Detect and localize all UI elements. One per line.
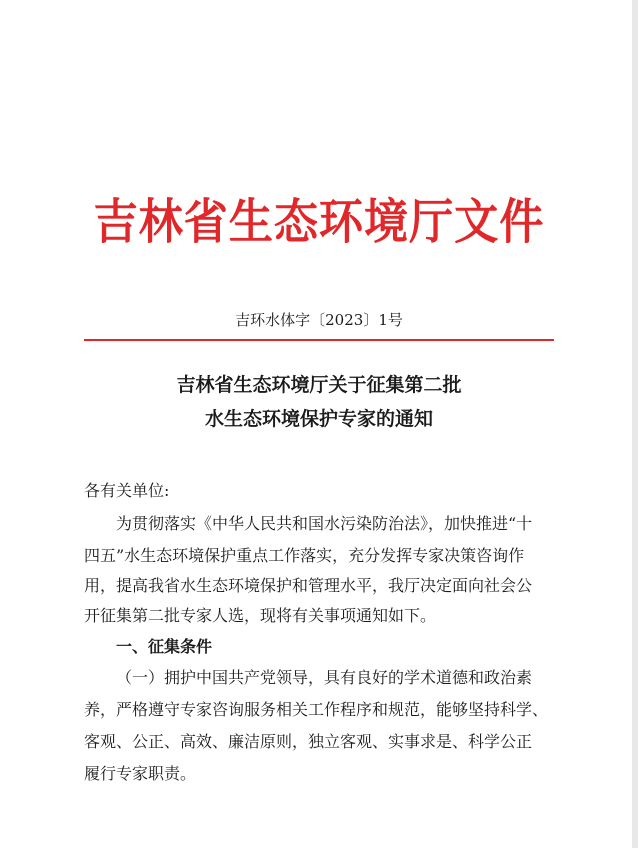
intro-line-4: 开征集第二批专家人选，现将有关事项通知如下。	[84, 606, 437, 625]
notice-title-line-2: 水生态环境保护专家的通知	[204, 408, 433, 430]
section1-item1-line-3: 客观、公正、高效、廉洁原则，独立客观、实事求是、科学公正	[84, 732, 533, 751]
section1-item1-line-2: 养，严格遵守专家咨询服务相关工作程序和规范，能够坚持科学、	[84, 700, 549, 719]
section1-item1-line-1: （一）拥护中国共产党领导，具有良好的学术道德和政治素	[116, 668, 533, 687]
intro-line-3: 用，提高我省水生态环境保护和管理水平，我厅决定面向社会公	[84, 576, 533, 595]
section1-item1-line-4: 履行专家职责。	[84, 764, 197, 783]
salutation: 各有关单位:	[84, 481, 170, 500]
intro-line-1: 为贯彻落实《中华人民共和国水污染防治法》，加快推进“十	[116, 514, 533, 533]
notice-title-line-1: 吉林省生态环境厅关于征集第二批	[176, 374, 462, 396]
document-header-title: 吉林省生态环境厅文件	[93, 194, 545, 250]
red-divider-line	[84, 339, 554, 341]
document-number: 吉环水体字〔2023〕1号	[235, 311, 403, 329]
section-heading-1: 一、征集条件	[116, 637, 213, 656]
intro-line-2: 四五”水生态环境保护重点工作落实，充分发挥专家决策咨询作	[84, 546, 525, 565]
